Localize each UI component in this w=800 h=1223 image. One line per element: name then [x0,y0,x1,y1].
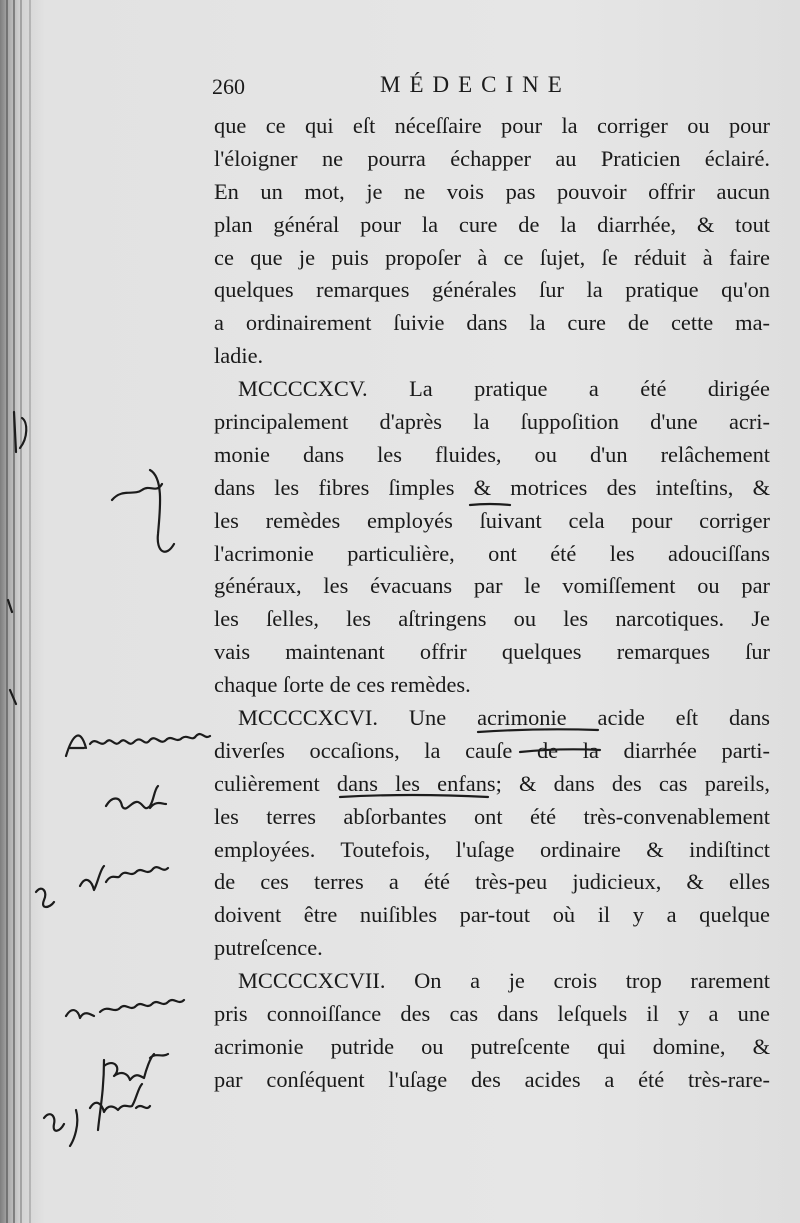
text-line: de ces terres a été très-peu judicieux, & elles [214,869,770,895]
text-line: ce que je puis propoſer à ce ſujet, ſe réduit à faire [214,244,770,270]
text-line: pris connoiſſance des cas dans leſquels il y a une [214,1001,770,1027]
text-line: que ce qui eſt néceſſaire pour la corriger ou pour [214,113,770,138]
text-line: l'acrimonie particulière, ont été les adouciſſans [214,540,770,566]
text-line: culièrement dans les enfans; & dans des cas pareils, [214,770,770,796]
text-line: quelques remarques générales ſur la pratique qu'on [214,277,770,303]
body-text [214,110,770,1097]
page-number: 260 [212,74,245,99]
text-line: principalement d'après la ſuppoſition d'une acri- [214,409,770,435]
text-line: chaque ſorte de ces remèdes. [214,672,471,698]
text-line: l'éloigner ne pourra échapper au Praticien éclairé. [214,145,770,171]
text-line: En un mot, je ne vois pas pouvoir offrir aucun [214,178,770,204]
text-line: les remèdes employés ſuivant cela pour corriger [214,507,770,533]
text-line: employées. Toutefois, l'uſage ordinaire & indiſtinct [214,836,770,862]
text-line: plan général pour la cure de la diarrhée, & tout [214,211,770,237]
text-line: a ordinairement ſuivie dans la cure de cette ma- [214,310,770,336]
text-line: vais maintenant offrir quelques remarques ſur [214,639,770,665]
text-line: par conſéquent l'uſage des acides a été très-rare- [214,1066,770,1092]
text-line: putreſcence. [214,935,323,961]
text-line: dans les fibres ſimples & motrices des inteſtins, & [214,474,770,500]
text-line: ladie. [214,343,264,369]
running-title: MÉDECINE [380,72,571,97]
text-line: généraux, les évacuans par le vomiſſement ou par [214,573,770,599]
text-line: acrimonie putride ou putreſcente qui domine, & [214,1033,770,1059]
page-header [212,74,772,104]
text-line: les terres abſorbantes ont été très-convenablement [214,803,770,829]
text-line: monie dans les fluides, ou d'un relâchement [214,441,770,467]
page-binding-edge [0,0,40,1223]
paragraph-heading-line: MCCCCXCV. La pratique a été dirigée [238,376,770,402]
text-line: les ſelles, les aſtringens ou les narcotiques. Je [214,606,770,632]
paragraph-heading-line: MCCCCXCVII. On a je crois trop rarement [238,968,770,994]
text-line: doivent être nuiſibles par-tout où il y a quelque [214,902,770,928]
paragraph-heading-line: MCCCCXCVI. Une acrimonie acide eſt dans [238,705,770,731]
text-line: diverſes occaſions, la cauſe de la diarrhée parti- [214,737,770,763]
